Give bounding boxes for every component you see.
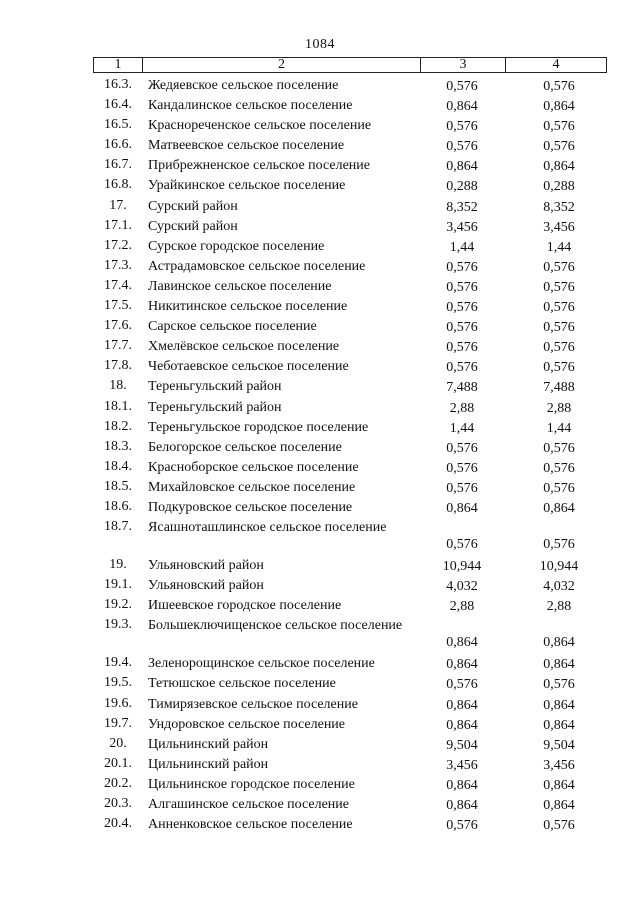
row-value-col3: 0,288 xyxy=(446,179,478,195)
row-value-col3: 1,44 xyxy=(449,420,475,436)
row-value-col3: 0,864 xyxy=(446,159,478,175)
row-name: Цильнинское городское поселение xyxy=(148,776,355,792)
row-value-col4: 8,352 xyxy=(543,199,575,215)
table-row xyxy=(0,155,640,175)
row-value-col3: 7,488 xyxy=(446,380,478,396)
row-number: 19.5. xyxy=(104,675,132,691)
row-number: 16.8. xyxy=(104,177,132,193)
row-value-col3: 0,864 xyxy=(446,635,478,651)
row-value-col3: 0,576 xyxy=(446,279,478,295)
row-value-col3: 8,352 xyxy=(446,199,478,215)
row-number: 18.6. xyxy=(104,498,132,514)
row-name: Ясашноташлинское сельское поселение xyxy=(148,520,387,536)
row-value-col4: 2,88 xyxy=(546,400,572,416)
table-row xyxy=(0,774,640,794)
row-number: 20.2. xyxy=(104,775,132,791)
row-value-col4: 0,864 xyxy=(543,635,575,651)
row-name: Цильнинский район xyxy=(148,756,269,772)
table-row xyxy=(0,517,640,555)
row-name: Цильнинский район xyxy=(148,736,269,752)
row-name: Лавинское сельское поселение xyxy=(148,278,332,294)
table-row xyxy=(0,276,640,296)
row-value-col4: 0,576 xyxy=(543,677,575,693)
row-value-col4: 0,576 xyxy=(543,480,575,496)
row-value-col3: 0,576 xyxy=(446,139,478,155)
row-name: Анненковское сельское поселение xyxy=(148,817,353,833)
row-number: 16.5. xyxy=(104,117,132,133)
row-value-col4: 0,864 xyxy=(543,798,575,813)
row-name: Астрадамовское сельское поселение xyxy=(148,258,366,274)
row-value-col4: 0,576 xyxy=(543,460,575,476)
row-number: 17.4. xyxy=(104,277,132,293)
table-row xyxy=(0,236,640,256)
row-number: 17.1. xyxy=(104,217,132,233)
row-name: Сурский район xyxy=(148,218,238,234)
table-row xyxy=(0,595,640,615)
row-value-col3: 3,456 xyxy=(446,757,478,773)
row-value-col3: 0,576 xyxy=(446,259,478,275)
table-row xyxy=(0,653,640,673)
row-name: Ульяновский район xyxy=(148,578,264,594)
row-number: 16.6. xyxy=(104,137,132,153)
table-row xyxy=(0,75,640,95)
row-value-col3: 0,576 xyxy=(446,340,478,356)
row-name: Ульяновский район xyxy=(148,558,264,574)
row-number: 17.8. xyxy=(104,358,132,374)
row-name: Красноборское сельское поселение xyxy=(148,459,359,475)
row-value-col4: 4,032 xyxy=(543,579,575,595)
row-name: Сурское городское поселение xyxy=(148,238,325,254)
table-row xyxy=(0,615,640,653)
row-number: 18.4. xyxy=(104,458,132,474)
row-name: Чеботаевское сельское поселение xyxy=(148,359,349,375)
row-name: Белогорское сельское поселение xyxy=(148,439,342,455)
table-row xyxy=(0,336,640,356)
row-name: Михайловское сельское поселение xyxy=(148,479,356,495)
row-number: 18.5. xyxy=(104,478,132,494)
row-value-col3: 0,576 xyxy=(446,460,478,476)
row-number: 19. xyxy=(109,557,127,573)
column-header-4: 4 xyxy=(552,57,560,72)
row-value-col4: 0,576 xyxy=(543,340,575,356)
row-number: 19.1. xyxy=(104,577,132,593)
table-row xyxy=(0,256,640,276)
row-number: 17.7. xyxy=(104,338,132,354)
row-value-col3: 4,032 xyxy=(446,579,478,595)
table-row xyxy=(0,296,640,316)
table-row xyxy=(0,216,640,236)
row-value-col3: 2,88 xyxy=(449,599,475,615)
row-value-col3: 9,504 xyxy=(446,737,478,753)
row-name: Никитинское сельское поселение xyxy=(148,299,348,315)
row-value-col4: 0,576 xyxy=(543,537,575,553)
row-name: Ундоровское сельское поселение xyxy=(148,716,346,732)
row-number: 17.5. xyxy=(104,298,132,314)
row-number: 16.3. xyxy=(104,77,132,92)
row-number: 19.4. xyxy=(104,655,132,671)
row-value-col4: 10,944 xyxy=(539,559,579,575)
row-value-col3: 0,864 xyxy=(446,500,478,516)
row-value-col4: 0,864 xyxy=(543,697,575,713)
row-number: 17.6. xyxy=(104,318,132,334)
row-name: Кандалинское сельское поселение xyxy=(148,98,353,114)
row-number: 19.2. xyxy=(104,597,132,613)
row-number: 17. xyxy=(109,197,127,213)
table-row xyxy=(0,555,640,575)
row-value-col4: 1,44 xyxy=(546,420,572,436)
page-number: 1084 xyxy=(305,37,335,52)
table-row xyxy=(0,437,640,457)
row-value-col3: 0,864 xyxy=(446,777,478,793)
row-value-col3: 2,88 xyxy=(449,400,475,416)
row-value-col4: 2,88 xyxy=(546,599,572,615)
row-value-col3: 0,576 xyxy=(446,677,478,693)
row-number: 20.3. xyxy=(104,796,132,811)
table-row xyxy=(0,497,640,517)
column-header-3: 3 xyxy=(421,58,506,72)
row-value-col4: 0,576 xyxy=(543,279,575,295)
row-value-col3: 0,576 xyxy=(446,300,478,316)
row-name: Сурский район xyxy=(148,198,238,214)
row-value-col4: 0,576 xyxy=(543,360,575,376)
row-number: 17.3. xyxy=(104,257,132,273)
table-row xyxy=(0,477,640,497)
row-value-col3: 10,944 xyxy=(442,559,482,575)
table-row xyxy=(0,316,640,336)
row-value-col4: 0,576 xyxy=(543,119,575,135)
row-value-col4: 0,864 xyxy=(543,717,575,733)
row-value-col4: 0,864 xyxy=(543,159,575,175)
row-name: Тетюшское сельское поселение xyxy=(148,676,336,692)
table-header xyxy=(93,57,607,73)
row-name: Тереньгульский район xyxy=(148,379,282,395)
row-name: Хмелёвское сельское поселение xyxy=(148,339,340,355)
row-value-col3: 0,576 xyxy=(446,537,478,553)
row-name: Сарское сельское поселение xyxy=(148,319,317,335)
table-row xyxy=(0,457,640,477)
row-number: 18.1. xyxy=(104,398,132,414)
row-name: Тимирязевское сельское поселение xyxy=(148,696,358,712)
row-value-col3: 0,576 xyxy=(446,360,478,376)
row-value-col4: 0,576 xyxy=(543,320,575,336)
row-name: Жедяевское сельское поселение xyxy=(148,78,339,93)
row-number: 18.7. xyxy=(104,519,132,535)
table-row xyxy=(0,356,640,376)
row-value-col4: 0,576 xyxy=(543,79,575,94)
table-body xyxy=(0,75,640,834)
row-number: 19.7. xyxy=(104,715,132,731)
row-number: 17.2. xyxy=(104,237,132,253)
row-name: Ишеевское городское поселение xyxy=(148,598,342,614)
row-name: Зеленорощинское сельское поселение xyxy=(148,656,375,672)
row-name: Матвеевское сельское поселение xyxy=(148,138,345,154)
table-row xyxy=(0,115,640,135)
row-value-col3: 0,576 xyxy=(446,480,478,496)
row-value-col4: 0,576 xyxy=(543,300,575,316)
row-value-col4: 0,576 xyxy=(543,259,575,275)
table-row xyxy=(0,714,640,734)
table-row xyxy=(0,575,640,595)
row-value-col3: 1,44 xyxy=(449,239,475,255)
row-number: 20. xyxy=(109,735,127,751)
row-number: 20.4. xyxy=(104,816,132,832)
row-value-col4: 9,504 xyxy=(543,737,575,753)
row-name: Тереньгульский район xyxy=(148,399,282,415)
row-value-col4: 0,576 xyxy=(543,139,575,155)
row-value-col3: 0,576 xyxy=(446,119,478,135)
row-name: Подкуровское сельское поселение xyxy=(148,499,353,515)
row-value-col4: 3,456 xyxy=(543,757,575,773)
row-value-col3: 0,864 xyxy=(446,798,478,813)
table-row xyxy=(0,417,640,437)
row-number: 20.1. xyxy=(104,755,132,771)
row-name: Алгашинское сельское поселение xyxy=(148,797,350,812)
row-number: 18.2. xyxy=(104,418,132,434)
row-number: 19.6. xyxy=(104,695,132,711)
row-value-col3: 0,576 xyxy=(446,818,478,834)
table-row xyxy=(0,95,640,115)
table-row xyxy=(0,135,640,155)
table-row xyxy=(0,376,640,396)
row-value-col4: 0,864 xyxy=(543,99,575,115)
row-value-col4: 0,864 xyxy=(543,777,575,793)
row-value-col4: 7,488 xyxy=(543,380,575,396)
row-value-col3: 0,576 xyxy=(446,320,478,336)
row-value-col3: 0,864 xyxy=(446,697,478,713)
row-name: Большеключищенское сельское поселение xyxy=(148,618,403,634)
row-name: Урайкинское сельское поселение xyxy=(148,178,346,194)
row-number: 18.3. xyxy=(104,438,132,454)
row-name: Тереньгульское городское поселение xyxy=(148,419,369,435)
row-number: 18. xyxy=(109,378,127,394)
row-value-col3: 3,456 xyxy=(446,219,478,235)
row-number: 19.3. xyxy=(104,617,132,633)
row-value-col4: 0,288 xyxy=(543,179,575,195)
row-value-col4: 1,44 xyxy=(546,239,572,255)
row-value-col4: 3,456 xyxy=(543,219,575,235)
row-value-col3: 0,864 xyxy=(446,99,478,115)
table-row xyxy=(0,397,640,417)
row-value-col3: 0,576 xyxy=(446,440,478,456)
row-value-col4: 0,576 xyxy=(543,440,575,456)
row-value-col4: 0,864 xyxy=(543,500,575,516)
table-row xyxy=(0,196,640,216)
table-row xyxy=(0,814,640,834)
column-header-2: 2 xyxy=(143,58,421,72)
table-row xyxy=(0,694,640,714)
table-row xyxy=(0,734,640,754)
row-value-col3: 0,864 xyxy=(446,717,478,733)
column-header-1: 1 xyxy=(94,58,143,72)
row-value-col4: 0,576 xyxy=(543,818,575,834)
row-value-col3: 0,864 xyxy=(446,657,478,673)
row-name: Красноречeнское сельское поселение xyxy=(148,118,372,134)
row-value-col3: 0,576 xyxy=(446,79,478,94)
table-row xyxy=(0,794,640,814)
row-number: 16.7. xyxy=(104,157,132,173)
table-row xyxy=(0,673,640,693)
row-value-col4: 0,864 xyxy=(543,657,575,673)
row-number: 16.4. xyxy=(104,97,132,113)
table-row xyxy=(0,175,640,195)
row-name: Прибрежненское сельское поселение xyxy=(148,158,370,174)
table-row xyxy=(0,754,640,774)
